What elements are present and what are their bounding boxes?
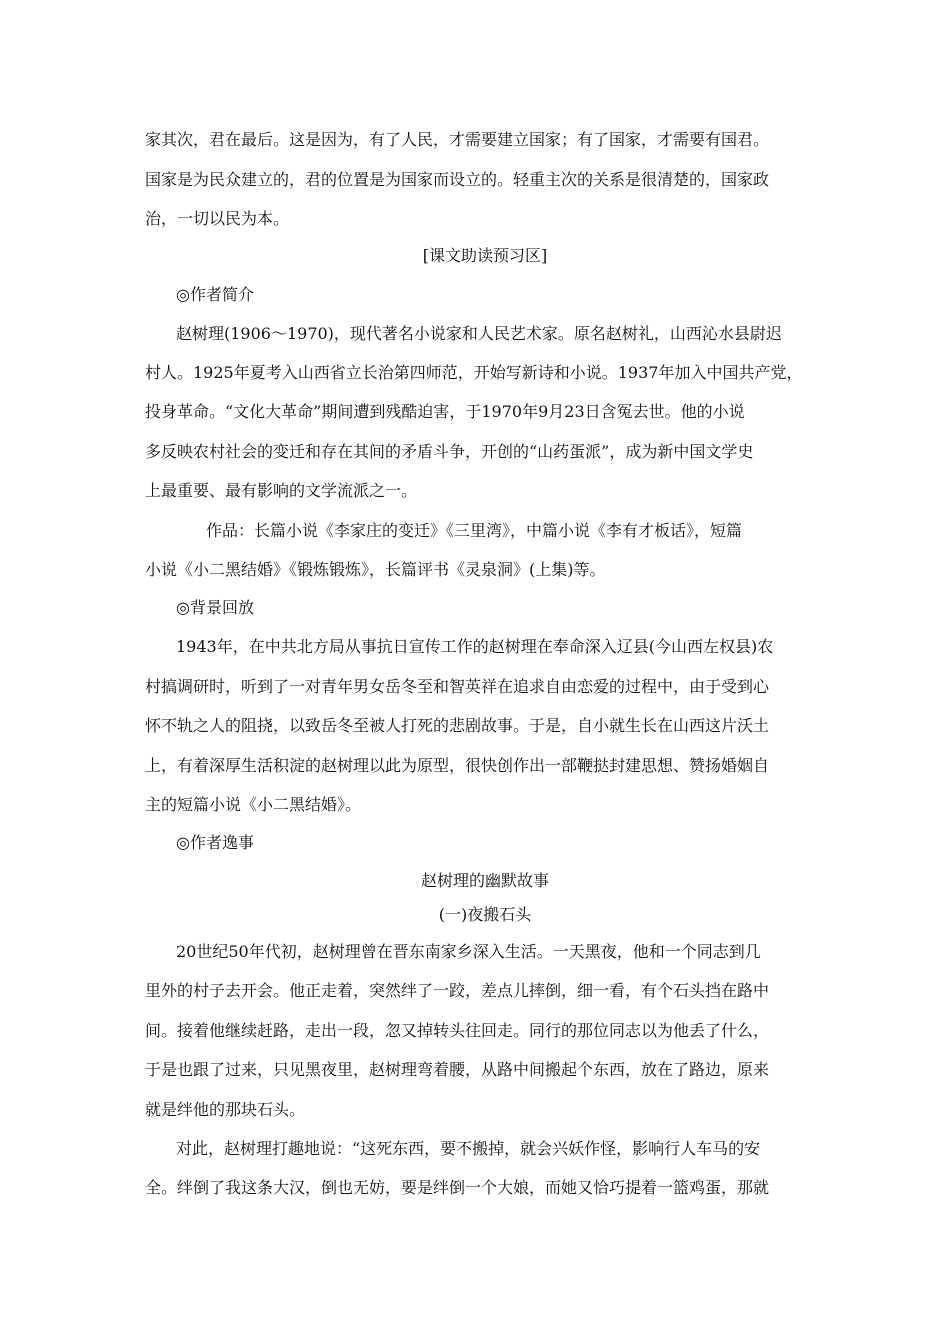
text-line: 家其次，君在最后。这是因为，有了人民，才需要建立国家；有了国家，才需要有国君。 xyxy=(145,130,770,149)
text-line: 治，一切以民为本。 xyxy=(145,209,290,228)
text-line: 多反映农村社会的变迁和存在其间的矛盾斗争，开创的“山药蛋派”，成为新中国文学史 xyxy=(145,442,754,461)
text-line: 里外的村子去开会。他正走着，突然绊了一跤，差点儿摔倒，细一看，有个石头挡在路中 xyxy=(145,981,770,1000)
text-line: 赵树理(1906～1970)，现代著名小说家和人民艺术家。原名赵树礼，山西沁水县尉迟 xyxy=(176,324,782,343)
text-line: ◎作者简介 xyxy=(176,285,254,304)
text-line: 村人。1925年夏考入山西省立长治第四师范，开始写新诗和小说。1937年加入中国共产党， xyxy=(145,363,803,382)
text-line: [课文助读预习区] xyxy=(422,246,548,265)
text-line: 上，有着深厚生活积淀的赵树理以此为原型，很快创作出一部鞭挞封建思想、赞扬婚姻自 xyxy=(145,756,770,775)
text-line: 上最重要、最有影响的文学流派之一。 xyxy=(145,481,418,500)
text-line: 间。接着他继续赶路，走出一段，忽又掉转头往回走。同行的那位同志以为他丢了什么， xyxy=(145,1021,770,1040)
text-line: 村搞调研时，听到了一对青年男女岳冬至和智英祥在追求自由恋爱的过程中，由于受到心 xyxy=(145,677,770,696)
text-line: 1943年，在中共北方局从事抗日宣传工作的赵树理在奉命深入辽县(今山西左权县)农 xyxy=(176,637,774,656)
text-line: 怀不轨之人的阻挠，以致岳冬至被人打死的悲剧故事。于是，自小就生长在山西这片沃土 xyxy=(145,716,770,735)
text-line: 就是绊他的那块石头。 xyxy=(145,1100,306,1119)
text-line: 作品：长篇小说《李家庄的变迁》《三里湾》，中篇小说《李有才板话》，短篇 xyxy=(206,521,743,540)
text-line: (一)夜搬石头 xyxy=(438,905,532,924)
text-line: 于是也跟了过来，只见黑夜里，赵树理弯着腰，从路中间搬起个东西，放在了路边，原来 xyxy=(145,1060,770,1079)
text-line: 20世纪50年代初，赵树理曾在晋东南家乡深入生活。一天黑夜，他和一个同志到几 xyxy=(176,942,761,961)
text-line: ◎背景回放 xyxy=(176,598,254,617)
text-line: 小说《小二黑结婚》《锻炼锻炼》，长篇评书《灵泉洞》(上集)等。 xyxy=(145,560,606,579)
text-line: 对此，赵树理打趣地说：“这死东西，要不搬掉，就会兴妖作怪，影响行人车马的安 xyxy=(176,1139,761,1158)
text-line: 主的短篇小说《小二黑结婚》。 xyxy=(145,795,362,814)
text-line: 全。绊倒了我这条大汉，倒也无妨，要是绊倒一个大娘，而她又恰巧提着一篮鸡蛋，那就 xyxy=(145,1178,770,1197)
text-line: ◎作者逸事 xyxy=(176,833,254,852)
text-line: 投身革命。“文化大革命”期间遭到残酷迫害，于1970年9月23日含冤去世。他的小说 xyxy=(145,402,745,421)
text-line: 赵树理的幽默故事 xyxy=(420,871,549,890)
text-line: 国家是为民众建立的，君的位置是为国家而设立的。轻重主次的关系是很清楚的，国家政 xyxy=(145,170,770,189)
